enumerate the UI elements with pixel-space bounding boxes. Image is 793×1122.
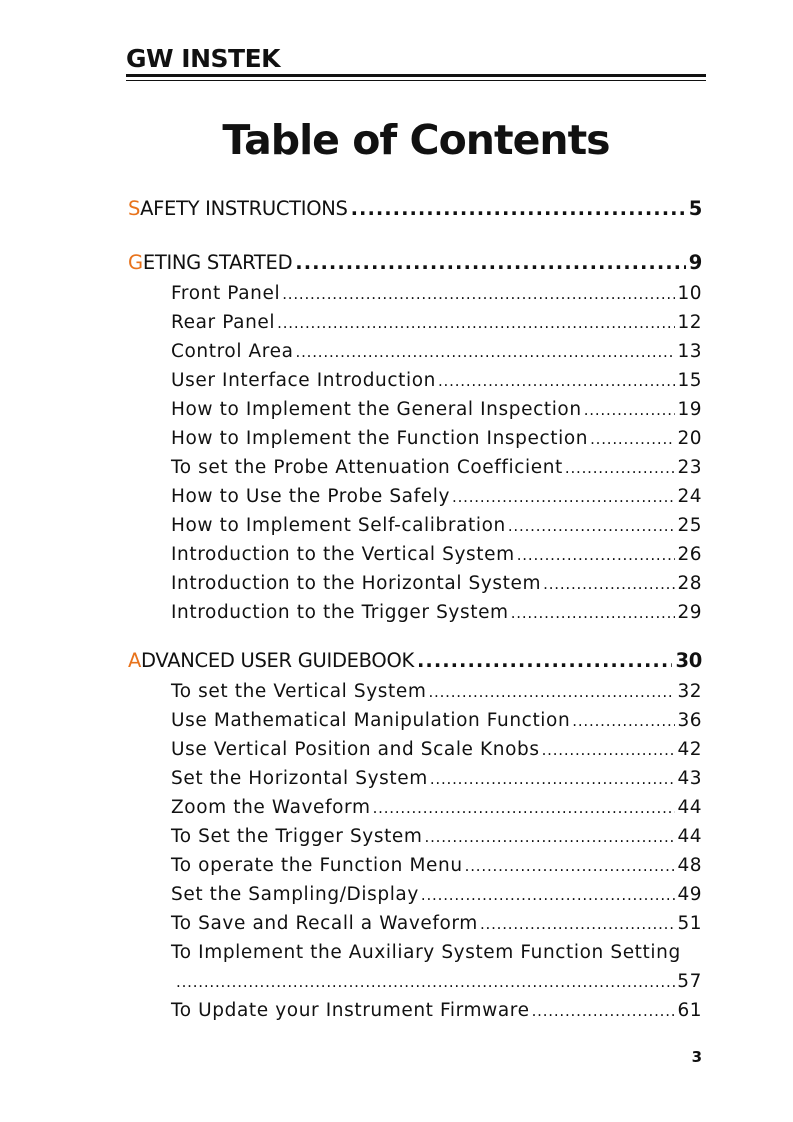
toc-entry[interactable] [171,793,702,822]
section-initial: A [128,649,142,672]
toc-entry[interactable] [171,540,702,569]
toc-entry[interactable] [171,764,702,793]
dot-leader [480,910,676,939]
entry-label: Use Vertical Position and Scale Knobs [171,739,540,760]
dot-leader [565,454,676,483]
entry-page-number: 20 [677,428,702,449]
entry-page-number: 29 [677,602,702,623]
entry-label: To Update your Instrument Firmware [171,1000,530,1021]
entry-label: Control Area [171,341,294,362]
entry-label: How to Implement the Function Inspection [171,428,589,449]
toc-entry[interactable] [171,424,702,453]
dot-leader [425,823,676,852]
page-number: 3 [691,1048,702,1066]
entry-page-number: 13 [677,341,702,362]
dot-leader [584,396,676,425]
entry-page-number: 36 [677,710,702,731]
entry-page-number: 28 [677,573,702,594]
dot-leader [543,570,675,599]
entry-label: To operate the Function Menu [171,855,463,876]
dot-leader [517,541,676,570]
entry-page-number: 32 [677,681,702,702]
toc-section-getting-started [128,247,702,627]
dot-leader [452,483,675,512]
toc-entry[interactable] [171,598,702,627]
entry-label: To set the Vertical System [171,681,427,702]
entry-label: How to Implement Self-calibration [171,515,506,536]
entry-label: Zoom the Waveform [171,797,371,818]
toc-entry[interactable] [171,453,702,482]
entry-page-number: 44 [677,826,702,847]
dot-leader [351,193,686,225]
dot-leader [430,765,676,794]
toc-entry[interactable] [171,308,702,337]
toc-entry[interactable] [171,822,702,851]
toc-section-heading[interactable] [128,247,702,279]
dot-leader [171,968,675,997]
toc-entry[interactable] [171,569,702,598]
table-of-contents [128,193,702,1025]
entry-label: Introduction to the Vertical System [171,544,515,565]
section-title: ETING STARTED [142,251,293,274]
section-title: AFETY INSTRUCTIONS [140,197,348,220]
entry-label: Use Mathematical Manipulation Function [171,710,571,731]
entry-page-number: 10 [677,283,702,304]
entry-label: To Set the Trigger System [171,826,423,847]
entry-page-number: 15 [677,370,702,391]
entry-label: Set the Horizontal System [171,768,428,789]
toc-section-heading[interactable] [128,193,702,225]
entry-page-number: 49 [677,884,702,905]
entry-page-number: 26 [677,544,702,565]
dot-leader [421,881,676,910]
entry-page-number: 48 [677,855,702,876]
entry-label: How to Use the Probe Safely [171,486,450,507]
entry-label: Rear Panel [171,312,276,333]
toc-entry[interactable] [171,366,702,395]
entry-label: Introduction to the Trigger System [171,602,509,623]
dot-leader [373,794,676,823]
toc-entry[interactable] [171,735,702,764]
dot-leader [417,645,672,677]
entry-page-number: 23 [677,457,702,478]
section-initial: G [128,251,143,274]
page-title: Table of Contents [222,116,610,164]
dot-leader [438,367,675,396]
dot-leader [428,678,675,707]
toc-entry[interactable] [171,677,702,706]
toc-entry[interactable] [171,395,702,424]
toc-entry[interactable] [171,851,702,880]
entry-label: To set the Probe Attenuation Coefficient [171,457,563,478]
toc-entry[interactable] [171,909,702,938]
section-page-number: 5 [688,197,702,220]
entry-page-number: 24 [677,486,702,507]
entry-page-number: 43 [677,768,702,789]
dot-leader [572,707,675,736]
toc-section-advanced [128,645,702,1025]
entry-page-number: 44 [677,797,702,818]
dot-leader [295,247,685,279]
entry-page-number: 19 [677,399,702,420]
entry-label: Introduction to the Horizontal System [171,573,542,594]
section-initial: S [128,197,141,220]
toc-section-safety [128,193,702,225]
gw-instek-logo: GW INSTEK [126,44,281,73]
toc-entry[interactable] [171,706,702,735]
entry-label: User Interface Introduction [171,370,436,391]
dot-leader [511,599,676,628]
entry-label: Front Panel [171,283,281,304]
entry-label: To Save and Recall a Waveform [171,913,478,934]
entry-page-number: 12 [677,312,702,333]
dot-leader [465,852,676,881]
dot-leader [296,338,676,367]
entry-page-number: 42 [677,739,702,760]
header-rule-thick [126,74,706,77]
toc-entry[interactable] [171,996,702,1025]
dot-leader [282,280,675,309]
entry-page-number: 57 [677,971,702,992]
section-page-number: 30 [675,649,702,672]
entry-label: How to Implement the General Inspection [171,399,582,420]
entry-page-number: 51 [677,913,702,934]
header-rule-thin [126,80,706,81]
toc-entry[interactable] [171,511,702,540]
toc-entry[interactable] [171,482,702,511]
dot-leader [277,309,675,338]
toc-entry[interactable] [171,279,702,308]
entry-label: Set the Sampling/Display [171,884,419,905]
toc-section-heading[interactable] [128,645,702,677]
dot-leader [508,512,676,541]
entry-label: To Implement the Auxiliary System Function Setting [171,942,681,963]
dot-leader [590,425,675,454]
section-title: DVANCED USER GUIDEBOOK [141,649,414,672]
toc-entry[interactable] [171,880,702,909]
entry-page-number: 61 [677,1000,702,1021]
page-header [126,44,706,84]
entry-page-number: 25 [677,515,702,536]
dot-leader [532,997,676,1026]
dot-leader [542,736,676,765]
toc-entry[interactable] [171,337,702,366]
toc-entry[interactable] [171,938,702,996]
section-page-number: 9 [688,251,702,274]
